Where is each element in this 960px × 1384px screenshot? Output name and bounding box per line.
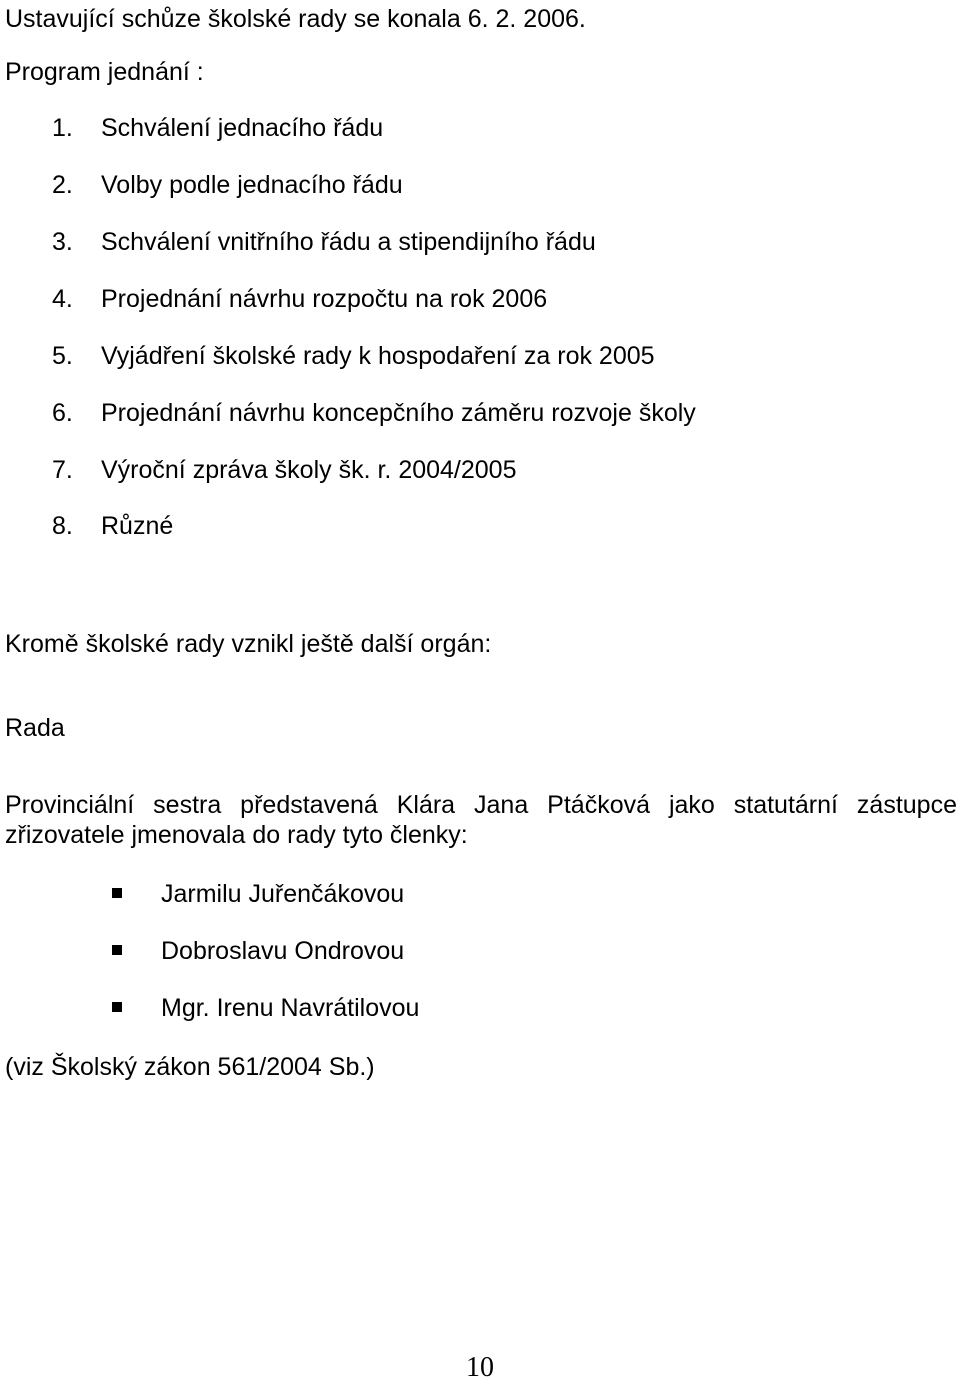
agenda-text: Projednání návrhu koncepčního záměru rozvoje školy — [101, 399, 696, 427]
rada-title: Rada — [5, 714, 65, 742]
meeting-heading: Ustavující schůze školské rady se konala 6. 2. 2006. — [5, 5, 586, 33]
agenda-number: 6. — [52, 399, 73, 427]
law-note: (viz Školský zákon 561/2004 Sb.) — [5, 1053, 375, 1081]
agenda-number: 2. — [52, 171, 73, 199]
agenda-number: 8. — [52, 512, 73, 540]
program-label: Program jednání : — [5, 58, 204, 86]
agenda-number: 3. — [52, 228, 73, 256]
agenda-number: 5. — [52, 342, 73, 370]
agenda-number: 1. — [52, 114, 73, 142]
agenda-number: 4. — [52, 285, 73, 313]
agenda-text: Volby podle jednacího řádu — [101, 171, 403, 199]
square-bullet-icon — [112, 888, 122, 898]
agenda-text: Výroční zpráva školy šk. r. 2004/2005 — [101, 456, 517, 484]
member-name: Jarmilu Juřenčákovou — [161, 880, 405, 908]
agenda-text: Různé — [101, 512, 174, 540]
other-body-text: Kromě školské rady vznikl ještě další orgán: — [5, 630, 492, 658]
page-number: 10 — [466, 1352, 494, 1383]
square-bullet-icon — [112, 1002, 122, 1012]
member-name: Dobroslavu Ondrovou — [161, 937, 405, 965]
agenda-number: 7. — [52, 456, 73, 484]
appointment-paragraph: Provinciální sestra představená Klára Jana Ptáčková jako statutární zástupce zřizovatele jmenovala do rady tyto členky: — [5, 791, 957, 849]
member-name: Mgr. Irenu Navrátilovou — [161, 994, 420, 1022]
agenda-text: Schválení jednacího řádu — [101, 114, 384, 142]
square-bullet-icon — [112, 945, 122, 955]
agenda-text: Schválení vnitřního řádu a stipendijního řádu — [101, 228, 596, 256]
agenda-text: Projednání návrhu rozpočtu na rok 2006 — [101, 285, 548, 313]
agenda-text: Vyjádření školské rady k hospodaření za rok 2005 — [101, 342, 655, 370]
